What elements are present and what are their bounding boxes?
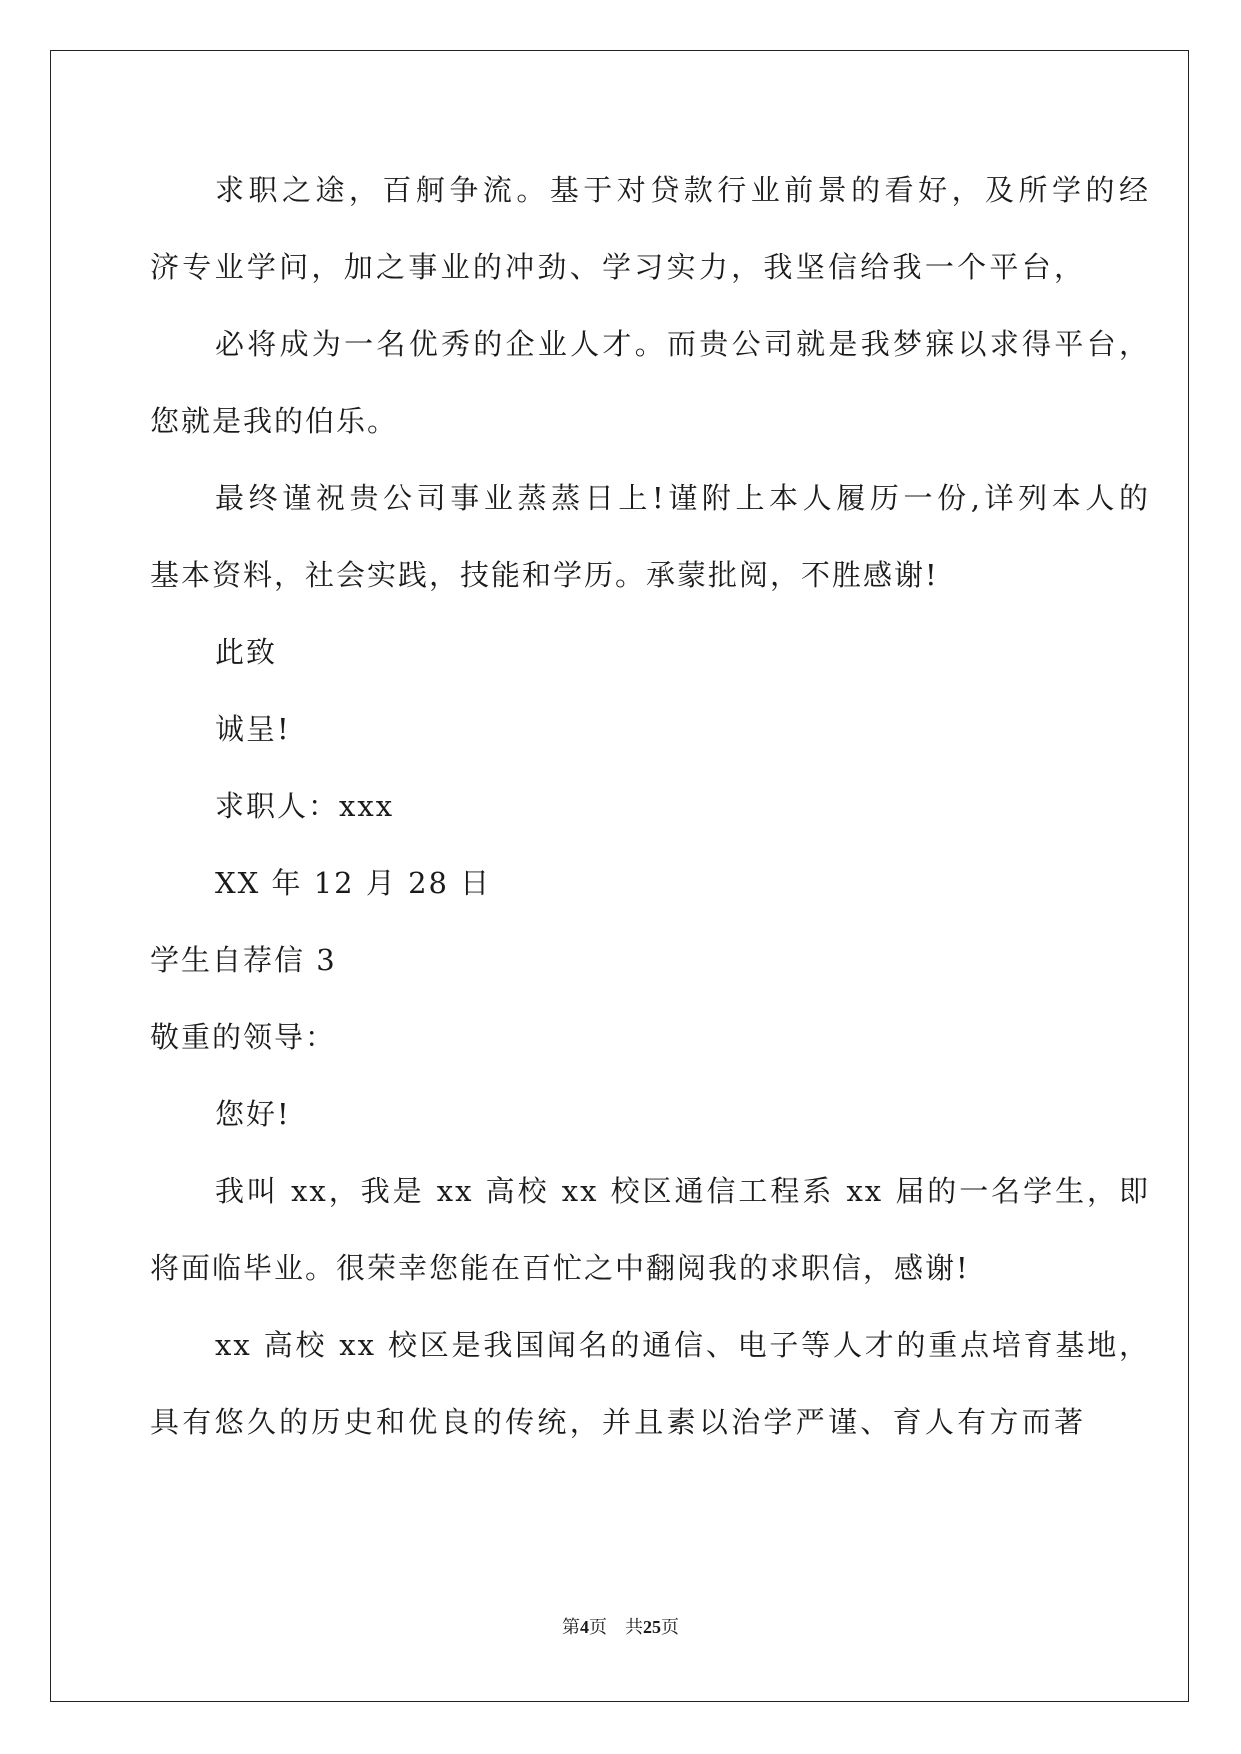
paragraph-line: 将面临毕业。很荣幸您能在百忙之中翻阅我的求职信，感谢! (150, 1251, 970, 1285)
footer-page-suffix: 页 (589, 1617, 607, 1637)
greeting-hello: 您好! (215, 1097, 291, 1131)
closing-phrase: 诚呈! (215, 712, 291, 746)
paragraph-line: 我叫 xx，我是 xx 高校 xx 校区通信工程系 xx 届的一名学生，即 (215, 1174, 1150, 1208)
footer-total-prefix: 共 (625, 1617, 643, 1637)
paragraph-line: 济专业学问，加之事业的冲劲、学习实力，我坚信给我一个平台， (150, 250, 1085, 284)
paragraph-line: 必将成为一名优秀的企业人才。而贵公司就是我梦寐以求得平台， (215, 327, 1150, 361)
paragraph-line: 最终谨祝贵公司事业蒸蒸日上!谨附上本人履历一份,详列本人的 (215, 481, 1150, 515)
footer-total-suffix: 页 (661, 1617, 679, 1637)
closing-salutation: 此致 (215, 635, 278, 669)
footer-page-prefix: 第 (562, 1617, 580, 1637)
paragraph-line: 具有悠久的历史和优良的传统，并且素以治学严谨、育人有方而著 (150, 1405, 1085, 1439)
paragraph-line: xx 高校 xx 校区是我国闻名的通信、电子等人才的重点培育基地， (215, 1328, 1150, 1362)
paragraph-line: 基本资料，社会实践，技能和学历。承蒙批阅，不胜感谢! (150, 558, 939, 592)
paragraph-line: 您就是我的伯乐。 (150, 404, 399, 438)
footer-total-number: 25 (643, 1617, 661, 1637)
paragraph-line: 求职之途，百舸争流。基于对贷款行业前景的看好，及所学的经 (215, 173, 1150, 207)
footer-page-number: 4 (580, 1617, 589, 1637)
section-title: 学生自荐信 3 (150, 943, 337, 977)
greeting: 敬重的领导： (150, 1020, 337, 1054)
applicant-name: 求职人：xxx (215, 789, 395, 823)
letter-date: XX 年 12 月 28 日 (215, 866, 492, 900)
page-footer (0, 1615, 1241, 1639)
